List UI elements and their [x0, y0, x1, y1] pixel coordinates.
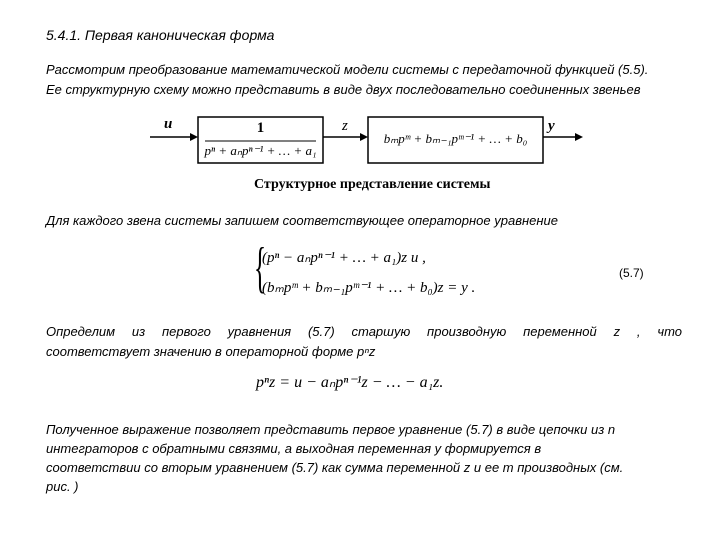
output-label: y: [548, 118, 555, 134]
middle-arrow-head: [360, 133, 368, 141]
block-1-numerator: 1: [256, 120, 265, 136]
formula-highest-derivative: pⁿz = u − aₙpⁿ⁻¹z − … − a₁z.: [256, 374, 444, 391]
paragraph-4-line-1: Полученное выражение позволяет представить первое уравнение (5.7) в виде цепочки из n: [46, 422, 616, 437]
system-equation-1: (pⁿ − aₙpⁿ⁻¹ + … + a₁)z u ,: [262, 250, 426, 266]
system-brace: {: [254, 237, 267, 299]
input-label: u: [164, 116, 173, 132]
paragraph-3-line-2: соответствует значению в операторной форме pⁿz: [46, 344, 376, 359]
diagram-caption: Структурное представление системы: [254, 177, 491, 192]
equation-number: (5.7): [619, 266, 644, 280]
paragraph-4-line-3: соответствии со вторым уравнением (5.7) как сумма переменной z и ее m производных (см.: [46, 460, 624, 475]
intermediate-label: z: [342, 118, 348, 134]
system-equation-2: (bₘpᵐ + bₘ₋₁pᵐ⁻¹ + … + b₀)z = y .: [262, 280, 476, 296]
input-arrow-head: [190, 133, 198, 141]
block-1-denominator: pⁿ + aₙpⁿ⁻¹ + … + a₁: [204, 143, 317, 158]
output-arrow-head: [575, 133, 583, 141]
block-2-expression: bₘpᵐ + bₘ₋₁pᵐ⁻¹ + … + b₀: [383, 131, 528, 146]
intro-line-1: Рассмотрим преобразование математической модели системы с передаточной функцией (5.5).: [46, 62, 649, 77]
intro-line-2: Ее структурную схему можно представить в виде двух последовательно соединенных звеньев: [46, 82, 641, 97]
paragraph-4-line-2: интеграторов с обратными связями, а выходная переменная y формируется в: [46, 441, 542, 456]
paragraph-3-line-1: Определим из первого уравнения (5.7) старшую производную переменной z , что: [46, 324, 682, 339]
section-heading: 5.4.1. Первая каноническая форма: [46, 27, 275, 43]
paragraph-4-line-4: рис. ): [46, 479, 79, 494]
paragraph-2: Для каждого звена системы запишем соответствующее операторное уравнение: [46, 213, 558, 228]
